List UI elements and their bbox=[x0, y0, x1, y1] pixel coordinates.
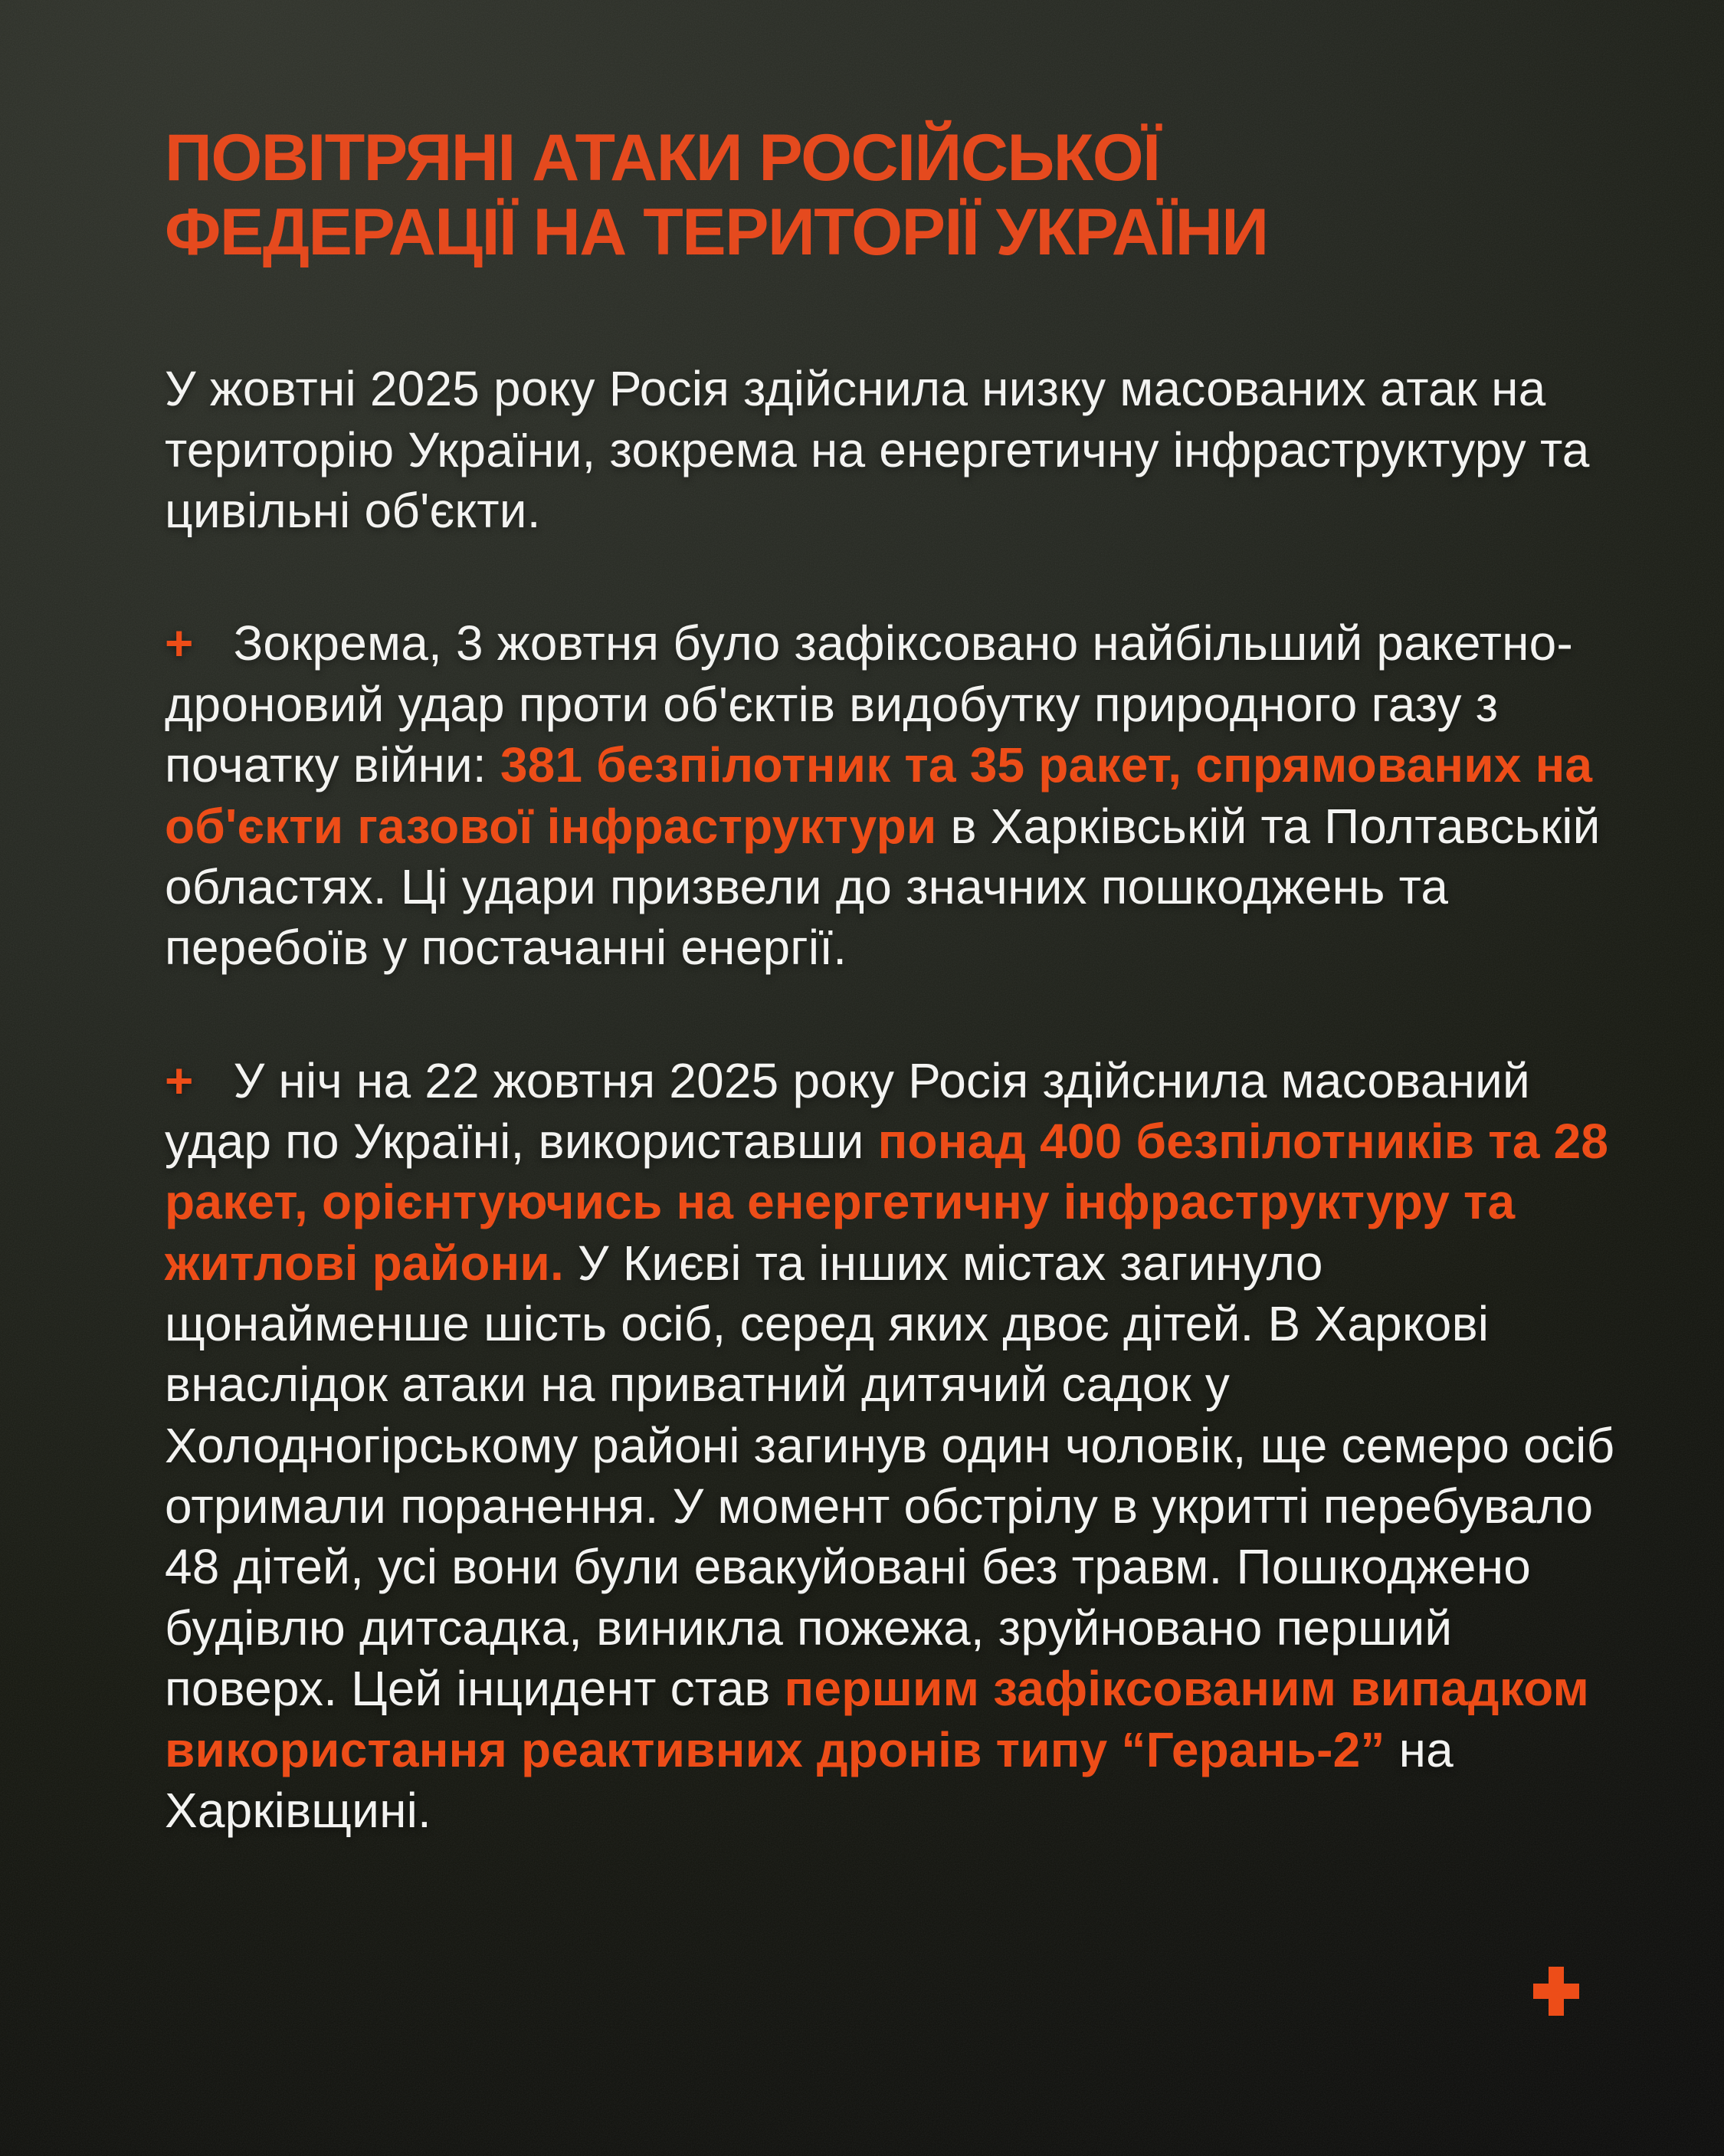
plus-decoration-icon bbox=[1533, 1967, 1579, 2016]
plus-bullet-icon: + bbox=[165, 615, 194, 671]
paragraph bbox=[165, 613, 1617, 978]
highlighted-text: понад 400 безпілотників та 28 ракет, орієнтуючись на енергетичну інфраструктуру та житлові райони. bbox=[165, 1113, 1609, 1291]
body-text: в Харківській та Полтавській областях. Ці удари призвели до значних пошкоджень та перебоїв у постачанні енергії. bbox=[165, 798, 1601, 976]
body-text: Зокрема, 3 жовтня було зафіксовано найбільший ракетно-дроновий удар проти об'єктів видобутку природного газу з початку війни: bbox=[165, 615, 1573, 793]
highlighted-text: першим зафіксованим випадком використання реактивних дронів типу “Герань-2” bbox=[165, 1661, 1590, 1777]
highlighted-text: 381 безпілотник та 35 ракет, спрямованих на об'єкти газової інфраструктури bbox=[165, 737, 1593, 854]
page-title-line-2: ФЕДЕРАЦІЇ НА ТЕРИТОРІЇ УКРАЇНИ bbox=[165, 195, 1268, 270]
paragraph bbox=[165, 1051, 1617, 1842]
body-text: У ніч на 22 жовтня 2025 року Росія здійснила масований удар по Україні, використавши bbox=[165, 1052, 1530, 1169]
body-text: У жовтні 2025 року Росія здійснила низку масованих атак на територію України, зокрема на енергетичну інфраструктуру та цивільні об'єкти. bbox=[165, 361, 1590, 539]
plus-decoration-horizontal-bar bbox=[1533, 1984, 1579, 1999]
body-text: У Києві та інших містах загинуло щонайменше шість осіб, серед яких двоє дітей. В Харкові внаслідок атаки на приватний дитячий садок у Холодногірському районі загинув один чоловік, ще семеро осіб отримали поранення. У момент обстрілу в укритті перебувало 48 дітей, усі вони були евакуйовані без травм. Пошкоджено будівлю дитсадка, виникла пожежа, зруйновано перший поверх. Цей інцидент став bbox=[165, 1235, 1615, 1717]
page-title bbox=[165, 121, 1617, 270]
text-column bbox=[165, 121, 1617, 1841]
body-text: на Харківщині. bbox=[165, 1721, 1454, 1838]
paragraph-list bbox=[165, 359, 1617, 1841]
paragraph bbox=[165, 359, 1617, 541]
page-title-line-1: ПОВІТРЯНІ АТАКИ РОСІЙСЬКОЇ bbox=[165, 121, 1160, 195]
plus-bullet-icon: + bbox=[165, 1052, 194, 1108]
